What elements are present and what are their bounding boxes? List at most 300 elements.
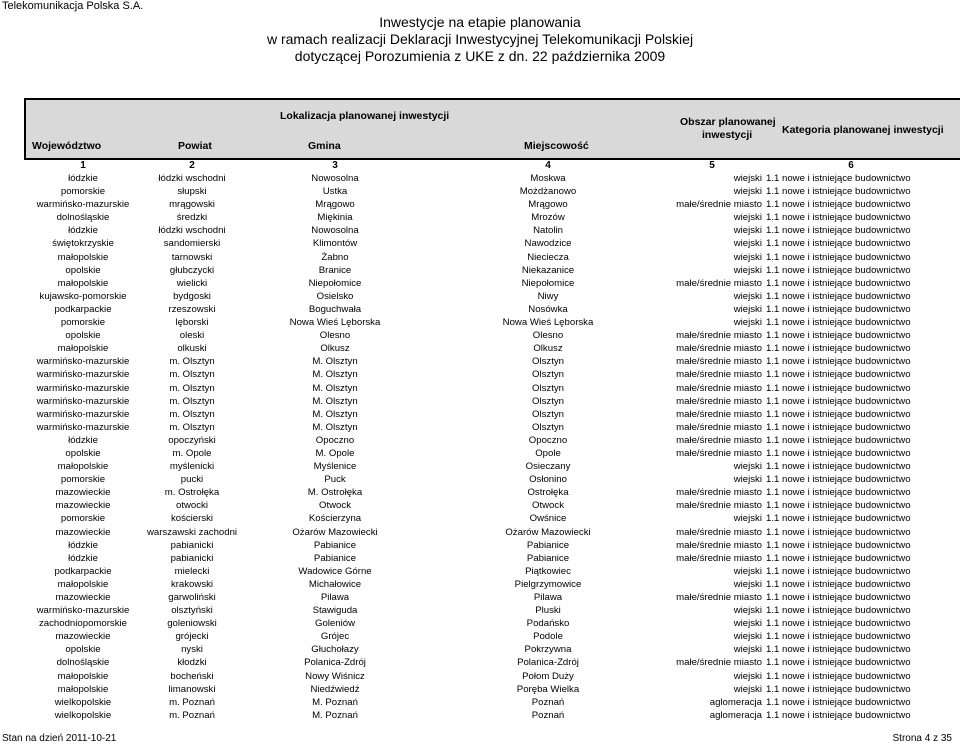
cell-county: łódzki wschodni bbox=[158, 173, 226, 184]
cell-commune: Stawiguda bbox=[312, 605, 358, 617]
cell-county: nyski bbox=[181, 644, 203, 656]
cell-voivodeship: warmińsko-mazurskie bbox=[36, 356, 130, 368]
cell-category: 1.1 nowe i istniejące budownictwo bbox=[766, 461, 911, 473]
table-row bbox=[24, 264, 960, 277]
cell-area: wiejski bbox=[733, 605, 762, 617]
cell-category: 1.1 nowe i istniejące budownictwo bbox=[766, 238, 911, 250]
cell-commune: Nowy Wiśnicz bbox=[305, 670, 365, 682]
cell-locality: Połom Duży bbox=[522, 670, 574, 682]
cell-category: 1.1 nowe i istniejące budownictwo bbox=[766, 500, 911, 512]
cell-category: 1.1 nowe i istniejące budownictwo bbox=[766, 578, 911, 590]
cell-county: m. Opole bbox=[172, 447, 212, 459]
cell-locality: Olsztyn bbox=[532, 395, 564, 407]
header-category: Kategoria planowanej inwestycji bbox=[782, 124, 944, 136]
cell-voivodeship: podkarpackie bbox=[54, 303, 112, 315]
cell-locality: Niwy bbox=[537, 290, 559, 302]
cell-category: 1.1 nowe i istniejące budownictwo bbox=[766, 631, 911, 643]
cell-locality: Olkusz bbox=[533, 343, 563, 355]
table-row bbox=[24, 198, 960, 211]
cell-locality: Nosówka bbox=[528, 303, 568, 315]
table-row bbox=[24, 670, 960, 683]
cell-locality: Niepołomice bbox=[521, 277, 575, 289]
table-row bbox=[24, 630, 960, 643]
cell-voivodeship: mazowieckie bbox=[55, 487, 111, 499]
cell-category: 1.1 nowe i istniejące budownictwo bbox=[766, 173, 911, 184]
cell-category: 1.1 nowe i istniejące budownictwo bbox=[766, 303, 911, 315]
cell-voivodeship: warmińsko-mazurskie bbox=[36, 421, 130, 433]
cell-voivodeship: małopolskie bbox=[57, 251, 109, 263]
cell-locality: Mrągowo bbox=[528, 199, 568, 211]
cell-commune: Wadowice Górne bbox=[298, 565, 372, 577]
cell-area: wiejski bbox=[733, 461, 762, 473]
cell-voivodeship: mazowieckie bbox=[55, 631, 111, 643]
cell-category: 1.1 nowe i istniejące budownictwo bbox=[766, 421, 911, 433]
cell-category: 1.1 nowe i istniejące budownictwo bbox=[766, 605, 911, 617]
cell-commune: Niepołomice bbox=[308, 277, 362, 289]
cell-commune: Nowa Wieś Lęborska bbox=[289, 317, 381, 329]
cell-area: małe/średnie miasto bbox=[676, 500, 762, 512]
table-row bbox=[24, 709, 960, 722]
cell-locality: Owśnice bbox=[529, 513, 567, 525]
cell-voivodeship: opolskie bbox=[65, 447, 101, 459]
table-row bbox=[24, 447, 960, 460]
cell-voivodeship: mazowieckie bbox=[55, 500, 111, 512]
cell-locality: Olesno bbox=[532, 330, 564, 342]
cell-area: wiejski bbox=[733, 317, 762, 329]
cell-county: garwoliński bbox=[168, 592, 216, 603]
header-location-group: Lokalizacja planowanej inwestycji bbox=[280, 110, 450, 122]
cell-county: bydgoski bbox=[173, 290, 211, 302]
table-row bbox=[24, 617, 960, 630]
cell-county: łódzki wschodni bbox=[158, 225, 226, 237]
cell-category: 1.1 nowe i istniejące budownictwo bbox=[766, 290, 911, 302]
cell-area: małe/średnie miasto bbox=[676, 434, 762, 446]
cell-category: 1.1 nowe i istniejące budownictwo bbox=[766, 539, 911, 551]
cell-county: m. Poznań bbox=[169, 709, 215, 721]
cell-voivodeship: małopolskie bbox=[57, 683, 109, 695]
cell-commune: M. Olsztyn bbox=[312, 421, 358, 433]
cell-category: 1.1 nowe i istniejące budownictwo bbox=[766, 277, 911, 289]
cell-county: kłodzki bbox=[177, 657, 207, 669]
cell-area: wiejski bbox=[733, 618, 762, 630]
cell-commune: Nowosolna bbox=[311, 225, 359, 237]
cell-locality: Olsztyn bbox=[532, 408, 564, 420]
column-number: 4 bbox=[545, 160, 551, 171]
cell-county: m. Olsztyn bbox=[169, 421, 215, 433]
cell-category: 1.1 nowe i istniejące budownictwo bbox=[766, 526, 911, 538]
cell-county: myślenicki bbox=[169, 461, 215, 473]
table-row bbox=[24, 224, 960, 237]
table-row bbox=[24, 578, 960, 591]
cell-area: wiejski bbox=[733, 683, 762, 695]
table-row bbox=[24, 434, 960, 447]
cell-county: wielicki bbox=[176, 277, 208, 289]
table-row bbox=[24, 382, 960, 395]
header-commune: Gmina bbox=[308, 140, 341, 152]
cell-category: 1.1 nowe i istniejące budownictwo bbox=[766, 552, 911, 564]
cell-county: limanowski bbox=[168, 683, 216, 695]
cell-commune: Kościerzyna bbox=[308, 513, 362, 525]
header-area-line2: inwestycji bbox=[702, 129, 753, 141]
table-row bbox=[24, 408, 960, 421]
cell-voivodeship: łódzkie bbox=[68, 552, 98, 564]
cell-area: małe/średnie miasto bbox=[676, 657, 762, 669]
cell-voivodeship: łódzkie bbox=[68, 173, 98, 184]
table-row bbox=[24, 355, 960, 368]
table-row bbox=[24, 211, 960, 224]
header-locality: Miejscowość bbox=[524, 140, 589, 152]
cell-area: wiejski bbox=[733, 565, 762, 577]
cell-county: opoczyński bbox=[168, 434, 216, 446]
cell-area: aglomeracja bbox=[709, 709, 762, 721]
column-number: 5 bbox=[709, 160, 715, 171]
cell-area: małe/średnie miasto bbox=[676, 382, 762, 394]
cell-category: 1.1 nowe i istniejące budownictwo bbox=[766, 565, 911, 577]
cell-county: sandomierski bbox=[163, 238, 221, 250]
header-area-line1: Obszar planowanej bbox=[680, 116, 776, 128]
table-row bbox=[24, 329, 960, 342]
cell-commune: Pabianice bbox=[313, 539, 357, 551]
cell-voivodeship: warmińsko-mazurskie bbox=[36, 605, 130, 617]
cell-locality: Pabianice bbox=[526, 539, 570, 551]
cell-category: 1.1 nowe i istniejące budownictwo bbox=[766, 618, 911, 630]
cell-locality: Natolin bbox=[533, 225, 563, 237]
cell-area: wiejski bbox=[733, 303, 762, 315]
cell-commune: Myślenice bbox=[313, 461, 357, 473]
cell-county: m. Olsztyn bbox=[169, 382, 215, 394]
cell-voivodeship: kujawsko-pomorskie bbox=[39, 290, 127, 302]
cell-locality: Nieciecza bbox=[527, 251, 569, 263]
cell-locality: Ostrołęka bbox=[527, 487, 569, 499]
cell-category: 1.1 nowe i istniejące budownictwo bbox=[766, 343, 911, 355]
cell-county: m. Olsztyn bbox=[169, 408, 215, 420]
cell-category: 1.1 nowe i istniejące budownictwo bbox=[766, 513, 911, 525]
cell-commune: Branice bbox=[318, 264, 352, 276]
cell-area: wiejski bbox=[733, 225, 762, 237]
title-line-3: dotyczącej Porozumienia z UKE z dn. 22 października 2009 bbox=[294, 48, 666, 64]
cell-voivodeship: warmińsko-mazurskie bbox=[36, 382, 130, 394]
table-row bbox=[24, 539, 960, 552]
cell-county: warszawski zachodni bbox=[146, 526, 238, 538]
cell-area: wiejski bbox=[733, 290, 762, 302]
cell-voivodeship: wielkopolskie bbox=[54, 709, 112, 721]
header-county: Powiat bbox=[178, 140, 212, 152]
cell-county: rzeszowski bbox=[168, 303, 216, 315]
cell-area: wiejski bbox=[733, 212, 762, 224]
cell-area: wiejski bbox=[733, 264, 762, 276]
cell-area: wiejski bbox=[733, 513, 762, 525]
table-row bbox=[24, 251, 960, 264]
cell-area: wiejski bbox=[733, 251, 762, 263]
cell-category: 1.1 nowe i istniejące budownictwo bbox=[766, 447, 911, 459]
cell-voivodeship: łódzkie bbox=[68, 434, 98, 446]
cell-commune: M. Olsztyn bbox=[312, 408, 358, 420]
cell-area: wiejski bbox=[733, 186, 762, 198]
cell-county: m. Olsztyn bbox=[169, 369, 215, 381]
cell-locality: Pluski bbox=[535, 605, 561, 617]
cell-voivodeship: warmińsko-mazurskie bbox=[36, 199, 130, 211]
cell-locality: Pokrzywna bbox=[524, 644, 572, 656]
cell-commune: M. Olsztyn bbox=[312, 369, 358, 381]
cell-category: 1.1 nowe i istniejące budownictwo bbox=[766, 670, 911, 682]
cell-locality: Podańsko bbox=[526, 618, 570, 630]
cell-voivodeship: małopolskie bbox=[57, 277, 109, 289]
cell-voivodeship: warmińsko-mazurskie bbox=[36, 408, 130, 420]
table-row bbox=[24, 526, 960, 539]
cell-voivodeship: pomorskie bbox=[60, 474, 106, 486]
cell-locality: Otwock bbox=[532, 500, 564, 512]
cell-area: małe/średnie miasto bbox=[676, 330, 762, 342]
table-row bbox=[24, 303, 960, 316]
cell-voivodeship: małopolskie bbox=[57, 578, 109, 590]
cell-commune: Ożarów Mazowiecki bbox=[292, 526, 378, 538]
cell-county: m. Ostrołęka bbox=[164, 487, 220, 499]
table-row bbox=[24, 460, 960, 473]
cell-area: wiejski bbox=[733, 670, 762, 682]
cell-category: 1.1 nowe i istniejące budownictwo bbox=[766, 212, 911, 224]
cell-voivodeship: małopolskie bbox=[57, 461, 109, 473]
cell-category: 1.1 nowe i istniejące budownictwo bbox=[766, 592, 911, 603]
cell-commune: Nowosolna bbox=[311, 173, 359, 184]
cell-commune: Pabianice bbox=[313, 552, 357, 564]
cell-commune: Puck bbox=[324, 474, 346, 486]
cell-area: małe/średnie miasto bbox=[676, 408, 762, 420]
cell-area: małe/średnie miasto bbox=[676, 592, 762, 603]
cell-category: 1.1 nowe i istniejące budownictwo bbox=[766, 395, 911, 407]
cell-voivodeship: pomorskie bbox=[60, 186, 106, 198]
cell-county: głubczycki bbox=[169, 264, 215, 276]
cell-commune: Olkusz bbox=[320, 343, 350, 355]
cell-area: małe/średnie miasto bbox=[676, 539, 762, 551]
cell-locality: Olsztyn bbox=[532, 369, 564, 381]
cell-area: małe/średnie miasto bbox=[676, 447, 762, 459]
cell-locality: Poznań bbox=[531, 696, 565, 708]
cell-area: wiejski bbox=[733, 173, 762, 184]
cell-voivodeship: zachodniopomorskie bbox=[39, 618, 127, 630]
cell-county: olsztyński bbox=[171, 605, 213, 617]
cell-area: wiejski bbox=[733, 238, 762, 250]
table-row bbox=[24, 604, 960, 617]
table-row bbox=[24, 185, 960, 198]
cell-voivodeship: pomorskie bbox=[60, 317, 106, 329]
cell-voivodeship: wielkopolskie bbox=[54, 696, 112, 708]
column-number: 3 bbox=[332, 160, 338, 171]
cell-category: 1.1 nowe i istniejące budownictwo bbox=[766, 317, 911, 329]
table-header bbox=[24, 98, 960, 160]
cell-commune: M. Olsztyn bbox=[312, 395, 358, 407]
cell-commune: Pilawa bbox=[320, 592, 350, 603]
cell-commune: Mrągowo bbox=[315, 199, 355, 211]
cell-commune: Niedźwiedź bbox=[310, 683, 360, 695]
cell-voivodeship: mazowieckie bbox=[55, 592, 111, 603]
cell-locality: Poręba Wielka bbox=[516, 683, 580, 695]
cell-voivodeship: łódzkie bbox=[68, 539, 98, 551]
title-line-1: Inwestycje na etapie planowania bbox=[379, 14, 581, 30]
cell-area: wiejski bbox=[733, 644, 762, 656]
table-row bbox=[24, 565, 960, 578]
cell-category: 1.1 nowe i istniejące budownictwo bbox=[766, 251, 911, 263]
cell-category: 1.1 nowe i istniejące budownictwo bbox=[766, 696, 911, 708]
cell-locality: Opoczno bbox=[528, 434, 568, 446]
cell-voivodeship: opolskie bbox=[65, 264, 101, 276]
table-row bbox=[24, 696, 960, 709]
column-numbers bbox=[24, 160, 960, 171]
cell-category: 1.1 nowe i istniejące budownictwo bbox=[766, 264, 911, 276]
cell-voivodeship: świętokrzyskie bbox=[52, 238, 114, 250]
cell-area: wiejski bbox=[733, 631, 762, 643]
cell-commune: Grójec bbox=[320, 631, 350, 643]
table-row bbox=[24, 290, 960, 303]
cell-category: 1.1 nowe i istniejące budownictwo bbox=[766, 356, 911, 368]
cell-county: kościerski bbox=[170, 513, 214, 525]
investment-table bbox=[24, 172, 960, 722]
table-row bbox=[24, 421, 960, 434]
cell-locality: Mrozów bbox=[531, 212, 565, 224]
cell-commune: Miękinia bbox=[317, 212, 353, 224]
cell-category: 1.1 nowe i istniejące budownictwo bbox=[766, 199, 911, 211]
cell-locality: Olsztyn bbox=[532, 382, 564, 394]
cell-category: 1.1 nowe i istniejące budownictwo bbox=[766, 683, 911, 695]
cell-county: pabianicki bbox=[170, 552, 214, 564]
cell-locality: Polanica-Zdrój bbox=[517, 657, 579, 669]
cell-commune: Klimontów bbox=[312, 238, 358, 250]
cell-area: małe/średnie miasto bbox=[676, 487, 762, 499]
cell-commune: M. Opole bbox=[315, 447, 355, 459]
cell-county: mielecki bbox=[174, 565, 210, 577]
cell-category: 1.1 nowe i istniejące budownictwo bbox=[766, 709, 911, 721]
cell-commune: Ustka bbox=[322, 186, 348, 198]
table-row bbox=[24, 499, 960, 512]
cell-county: mrągowski bbox=[169, 199, 215, 211]
table-row bbox=[24, 683, 960, 696]
cell-voivodeship: opolskie bbox=[65, 644, 101, 656]
table-row bbox=[24, 512, 960, 525]
table-row bbox=[24, 395, 960, 408]
cell-locality: Nawodzice bbox=[524, 238, 572, 250]
cell-county: bocheński bbox=[170, 670, 214, 682]
cell-category: 1.1 nowe i istniejące budownictwo bbox=[766, 474, 911, 486]
cell-county: pucki bbox=[180, 474, 204, 486]
cell-commune: Opoczno bbox=[315, 434, 355, 446]
cell-locality: Moskwa bbox=[530, 173, 566, 184]
cell-category: 1.1 nowe i istniejące budownictwo bbox=[766, 644, 911, 656]
table-row bbox=[24, 316, 960, 329]
cell-area: małe/średnie miasto bbox=[676, 277, 762, 289]
cell-commune: Goleniów bbox=[315, 618, 355, 630]
cell-commune: M. Poznań bbox=[312, 709, 358, 721]
cell-county: słupski bbox=[177, 186, 207, 198]
table-row bbox=[24, 591, 960, 604]
table-row bbox=[24, 342, 960, 355]
cell-county: tarnowski bbox=[171, 251, 213, 263]
page-number: Strona 4 z 35 bbox=[892, 733, 952, 744]
cell-area: małe/średnie miasto bbox=[676, 369, 762, 381]
header-voivodeship: Województwo bbox=[32, 140, 102, 152]
cell-category: 1.1 nowe i istniejące budownictwo bbox=[766, 330, 911, 342]
column-number: 6 bbox=[848, 160, 854, 171]
cell-commune: M. Ostrołęka bbox=[307, 487, 363, 499]
table-row bbox=[24, 172, 960, 185]
cell-area: małe/średnie miasto bbox=[676, 343, 762, 355]
cell-voivodeship: łódzkie bbox=[68, 225, 98, 237]
cell-voivodeship: małopolskie bbox=[57, 343, 109, 355]
cell-locality: Olsztyn bbox=[532, 356, 564, 368]
cell-voivodeship: dolnośląskie bbox=[56, 657, 110, 669]
table-row bbox=[24, 656, 960, 669]
cell-locality: Opole bbox=[535, 447, 561, 459]
cell-locality: Możdżanowo bbox=[519, 186, 577, 198]
cell-area: małe/średnie miasto bbox=[676, 526, 762, 538]
cell-voivodeship: pomorskie bbox=[60, 513, 106, 525]
cell-locality: Podole bbox=[533, 631, 563, 643]
cell-locality: Poznań bbox=[531, 709, 565, 721]
cell-county: lęborski bbox=[175, 317, 209, 329]
cell-county: krakowski bbox=[170, 578, 214, 590]
cell-locality: Nowa Wieś Lęborska bbox=[502, 317, 594, 329]
cell-locality: Niekazanice bbox=[521, 264, 575, 276]
cell-locality: Ożarów Mazowiecki bbox=[505, 526, 591, 538]
cell-county: m. Poznań bbox=[169, 696, 215, 708]
cell-area: małe/średnie miasto bbox=[676, 552, 762, 564]
cell-voivodeship: warmińsko-mazurskie bbox=[36, 395, 130, 407]
cell-voivodeship: warmińsko-mazurskie bbox=[36, 369, 130, 381]
cell-county: oleski bbox=[179, 330, 205, 342]
table-row bbox=[24, 486, 960, 499]
cell-county: m. Olsztyn bbox=[169, 356, 215, 368]
company-name: Telekomunikacja Polska S.A. bbox=[2, 0, 144, 12]
cell-county: otwocki bbox=[176, 500, 208, 512]
cell-category: 1.1 nowe i istniejące budownictwo bbox=[766, 382, 911, 394]
cell-voivodeship: dolnośląskie bbox=[56, 212, 110, 224]
document-title bbox=[0, 14, 960, 65]
cell-voivodeship: podkarpackie bbox=[54, 565, 112, 577]
column-number: 1 bbox=[80, 160, 86, 171]
cell-county: średzki bbox=[176, 212, 208, 224]
cell-area: wiejski bbox=[733, 474, 762, 486]
cell-area: małe/średnie miasto bbox=[676, 395, 762, 407]
cell-voivodeship: mazowieckie bbox=[55, 526, 111, 538]
cell-county: m. Olsztyn bbox=[169, 395, 215, 407]
cell-county: pabianicki bbox=[170, 539, 214, 551]
cell-locality: Pilawa bbox=[533, 592, 563, 603]
cell-commune: Boguchwała bbox=[308, 303, 362, 315]
cell-locality: Pabianice bbox=[526, 552, 570, 564]
table-row bbox=[24, 552, 960, 565]
cell-commune: Polanica-Zdrój bbox=[304, 657, 366, 669]
cell-county: grójecki bbox=[175, 631, 209, 643]
cell-commune: Otwock bbox=[319, 500, 351, 512]
cell-category: 1.1 nowe i istniejące budownictwo bbox=[766, 186, 911, 198]
cell-county: goleniowski bbox=[167, 618, 217, 630]
cell-commune: Głuchołazy bbox=[311, 644, 359, 656]
cell-category: 1.1 nowe i istniejące budownictwo bbox=[766, 487, 911, 499]
cell-commune: Osielsko bbox=[316, 290, 354, 302]
cell-locality: Olsztyn bbox=[532, 421, 564, 433]
cell-locality: Osłonino bbox=[529, 474, 567, 486]
table-row bbox=[24, 473, 960, 486]
table-row bbox=[24, 368, 960, 381]
title-line-2: w ramach realizacji Deklaracji Inwestycyjnej Telekomunikacji Polskiej bbox=[266, 31, 694, 47]
cell-category: 1.1 nowe i istniejące budownictwo bbox=[766, 225, 911, 237]
cell-voivodeship: małopolskie bbox=[57, 670, 109, 682]
column-number: 2 bbox=[189, 160, 195, 171]
table-row bbox=[24, 643, 960, 656]
cell-category: 1.1 nowe i istniejące budownictwo bbox=[766, 657, 911, 669]
cell-area: małe/średnie miasto bbox=[676, 421, 762, 433]
cell-commune: Żabno bbox=[321, 251, 349, 263]
cell-locality: Pielgrzymowice bbox=[514, 578, 582, 590]
cell-category: 1.1 nowe i istniejące budownictwo bbox=[766, 369, 911, 381]
